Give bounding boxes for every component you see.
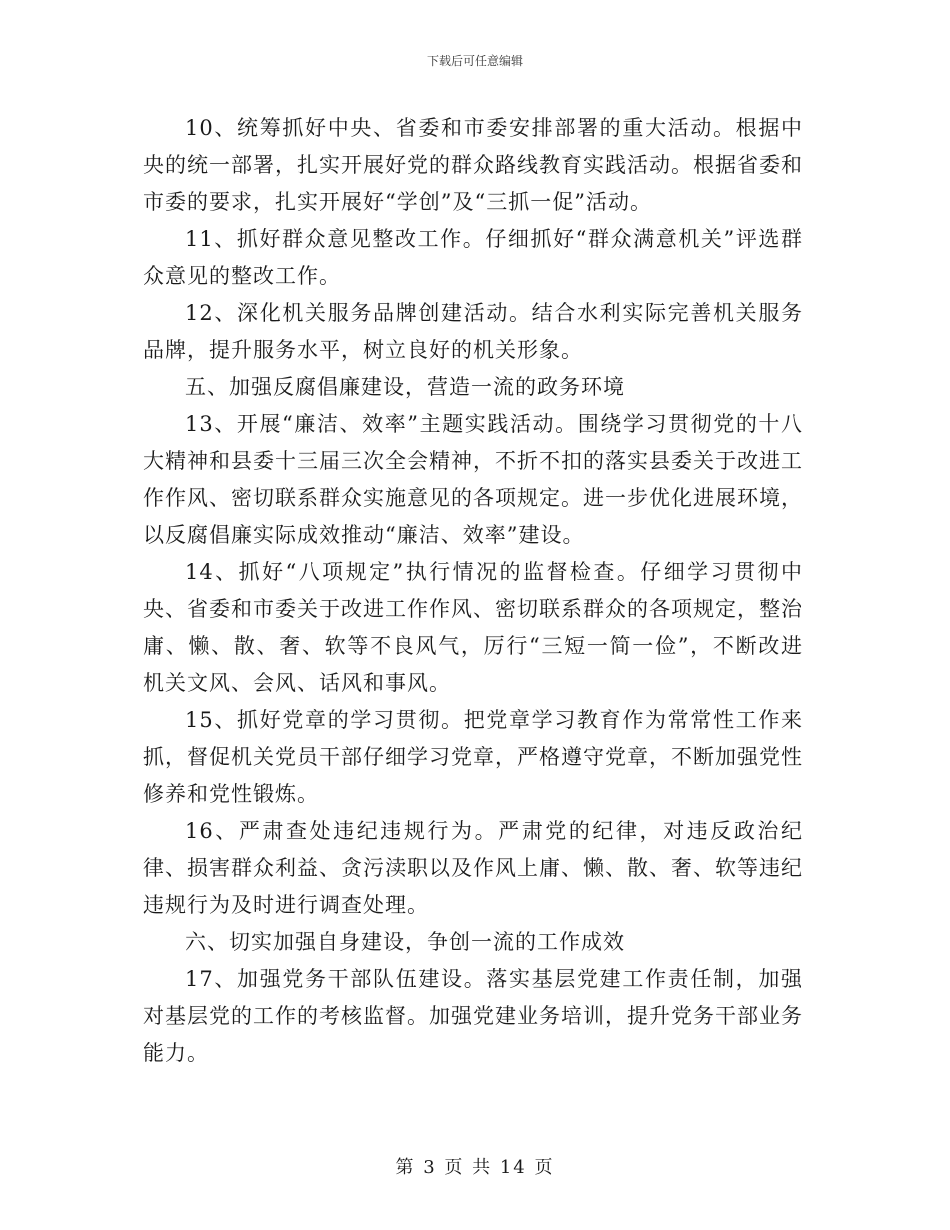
paragraph-12: 12、深化机关服务品牌创建活动。结合水利实际完善机关服务品牌，提升服务水平，树立良好的机关形象。 (143, 301, 803, 362)
paragraph-16: 16、严肃查处违纪违规行为。严肃党的纪律，对违反政治纪律、损害群众利益、贪污渎职以及作风上庸、懒、散、奢、软等违纪违规行为及时进行调查处理。 (143, 819, 803, 917)
paragraph-10: 10、统筹抓好中央、省委和市委安排部署的重大活动。根据中央的统一部署，扎实开展好党的群众路线教育实践活动。根据省委和市委的要求，扎实开展好“学创”及“三抓一促”活动。 (143, 116, 803, 214)
paragraph-17: 17、加强党务干部队伍建设。落实基层党建工作责任制，加强对基层党的工作的考核监督。加强党建业务培训，提升党务干部业务能力。 (143, 967, 803, 1065)
paragraph-11: 11、抓好群众意见整改工作。仔细抓好“群众满意机关”评选群众意见的整改工作。 (143, 227, 803, 288)
section-heading-6: 六、切实加强自身建设，争创一流的工作成效 (185, 930, 625, 954)
document-body (143, 110, 803, 1072)
paragraph-14: 14、抓好“八项规定”执行情况的监督检查。仔细学习贯彻中央、省委和市委关于改进工作作风、密切联系群众的各项规定，整治庸、懒、散、奢、软等不良风气，厉行“三短一简一俭”，不断改进机关文风、会风、话风和事风。 (143, 560, 803, 695)
page-header-note: 下载后可任意编辑 (426, 54, 523, 68)
section-heading-5: 五、加强反腐倡廉建设，营造一流的政务环境 (185, 375, 625, 399)
paragraph-13: 13、开展“廉洁、效率”主题实践活动。围绕学习贯彻党的十八大精神和县委十三届三次全会精神，不折不扣的落实县委关于改进工作作风、密切联系群众实施意见的各项规定。进一步优化进展环境，以反腐倡廉实际成效推动“廉洁、效率”建设。 (143, 412, 803, 547)
paragraph-15: 15、抓好党章的学习贯彻。把党章学习教育作为常常性工作来抓，督促机关党员干部仔细学习党章，严格遵守党章，不断加强党性修养和党性锻炼。 (143, 708, 803, 806)
page-number: 第 3 页 共 14 页 (395, 1157, 555, 1178)
